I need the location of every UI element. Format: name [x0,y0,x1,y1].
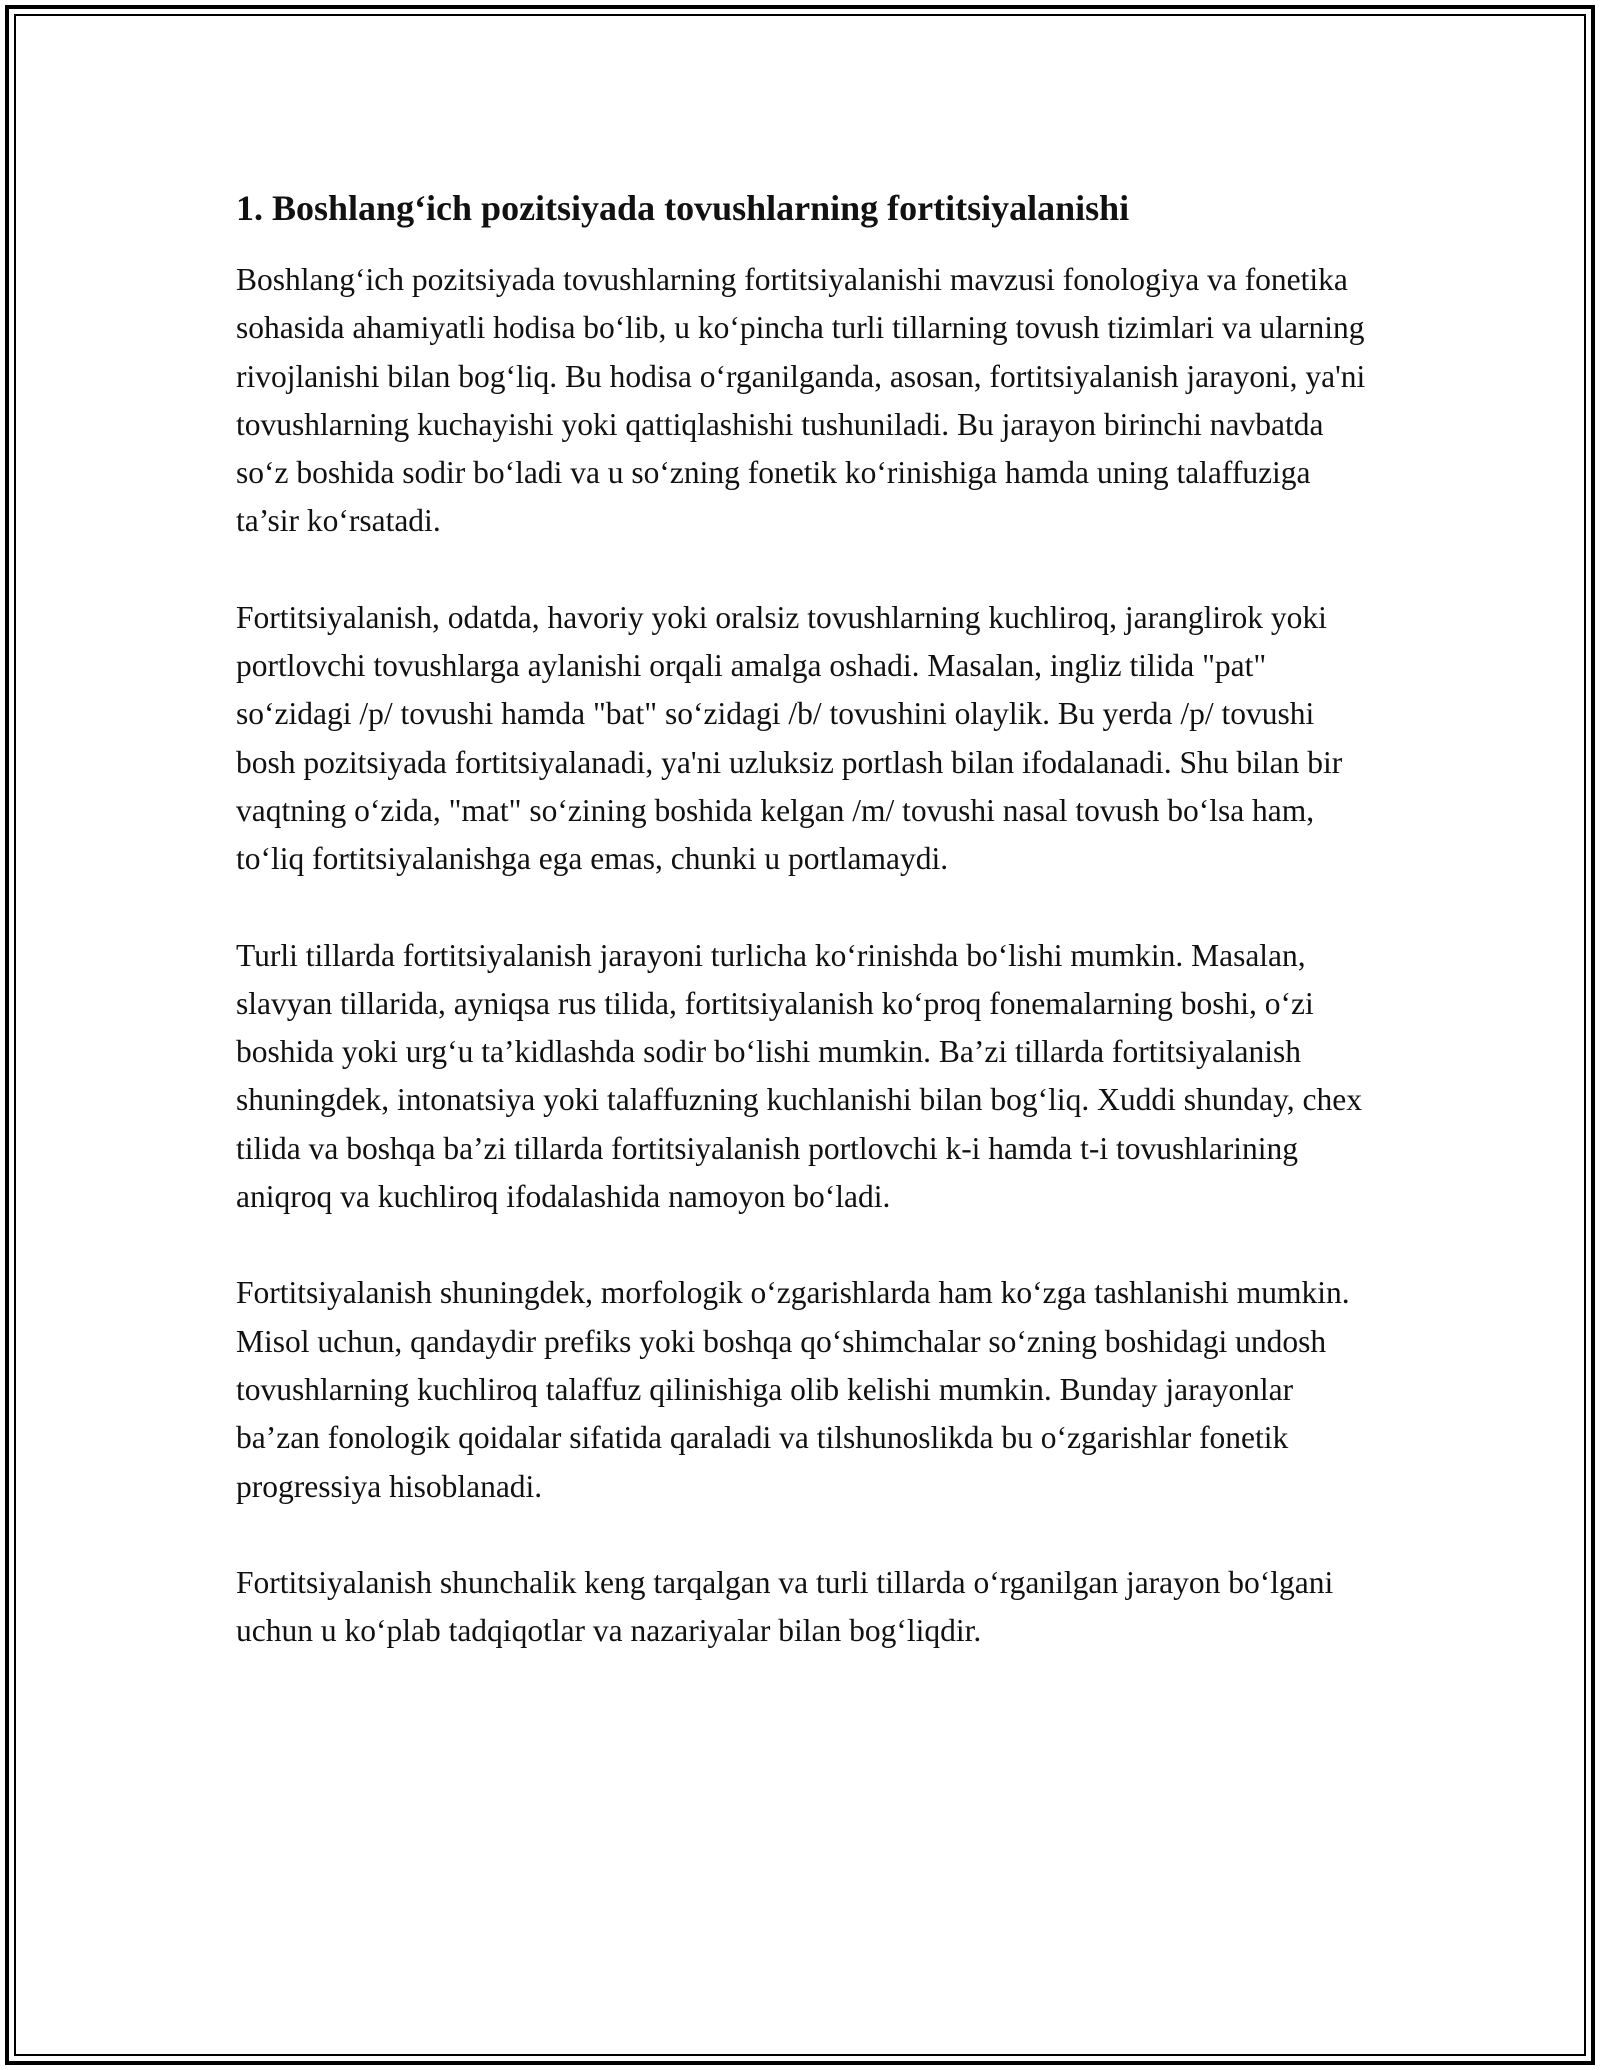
paragraph-2: Fortitsiyalanish, odatda, havoriy yoki oralsiz tovushlarning kuchliroq, jaranglirok yoki portlovchi tovushlarga aylanishi orqali amalga oshadi. Masalan, ingliz tilida "pat" so‘zidagi /p/ tovushi hamda "bat" so‘zidagi /b/ tovushini olaylik. Bu yerda /p/ tovushi bosh pozitsiyada fortitsiyalanadi, ya'ni uzluksiz portlash bilan ifodalanadi. Shu bilan bir vaqtning o‘zida, "mat" so‘zining boshida kelgan /m/ tovushi nasal tovush bo‘lsa ham, to‘liq fortitsiyalanishga ega emas, chunki u portlamaydi. [236,599,1343,877]
section-heading: 1. Boshlang‘ich pozitsiyada tovushlarning fortitsiyalanishi [236,188,1130,228]
paragraph-5: Fortitsiyalanish shunchalik keng tarqalgan va turli tillarda o‘rganilgan jarayon bo‘lgani uchun u ko‘plab tadqiqotlar va nazariyalar bilan bog‘liqdir. [236,1564,1334,1649]
paragraph-1: Boshlang‘ich pozitsiyada tovushlarning fortitsiyalanishi mavzusi fonologiya va fonetika sohasida ahamiyatli hodisa bo‘lib, u ko‘pincha turli tillarning tovush tizimlari va ularning rivojlanishi bilan bog‘liq. Bu hodisa o‘rganilganda, asosan, fortitsiyalanish jarayoni, ya'ni tovushlarning kuchayishi yoki qattiqlashishi tushuniladi. Bu jarayon birinchi navbatda so‘z boshida sodir bo‘ladi va u so‘zning fonetik ko‘rinishiga hamda uning talaffuziga ta’sir ko‘rsatadi. [236,262,1366,539]
paragraph-3: Turli tillarda fortitsiyalanish jarayoni turlicha ko‘rinishda bo‘lishi mumkin. Masalan, slavyan tillarida, ayniqsa rus tilida, fortitsiyalanish ko‘proq fonemalarning boshi, o‘zi boshida yoki urg‘u ta’kidlashda sodir bo‘lishi mumkin. Ba’zi tillarda fortitsiyalanish shuningdek, intonatsiya yoki talaffuzning kuchlanishi bilan bog‘liq. Xuddi shunday, chex tilida va boshqa ba’zi tillarda fortitsiyalanish portlovchi k-i hamda t-i tovushlarining aniqroq va kuchliroq ifodalashida namoyon bo‘ladi. [236,937,1362,1215]
document-body [236,186,1376,1703]
paragraph-4: Fortitsiyalanish shuningdek, morfologik o‘zgarishlarda ham ko‘zga tashlanishi mumkin. Misol uchun, qandaydir prefiks yoki boshqa qo‘shimchalar so‘zning boshidagi undosh tovushlarning kuchliroq talaffuz qilinishiga olib kelishi mumkin. Bunday jarayonlar ba’zan fonologik qoidalar sifatida qaraladi va tilshunoslikda bu o‘zgarishlar fonetik progressiya hisoblanadi. [236,1275,1350,1504]
